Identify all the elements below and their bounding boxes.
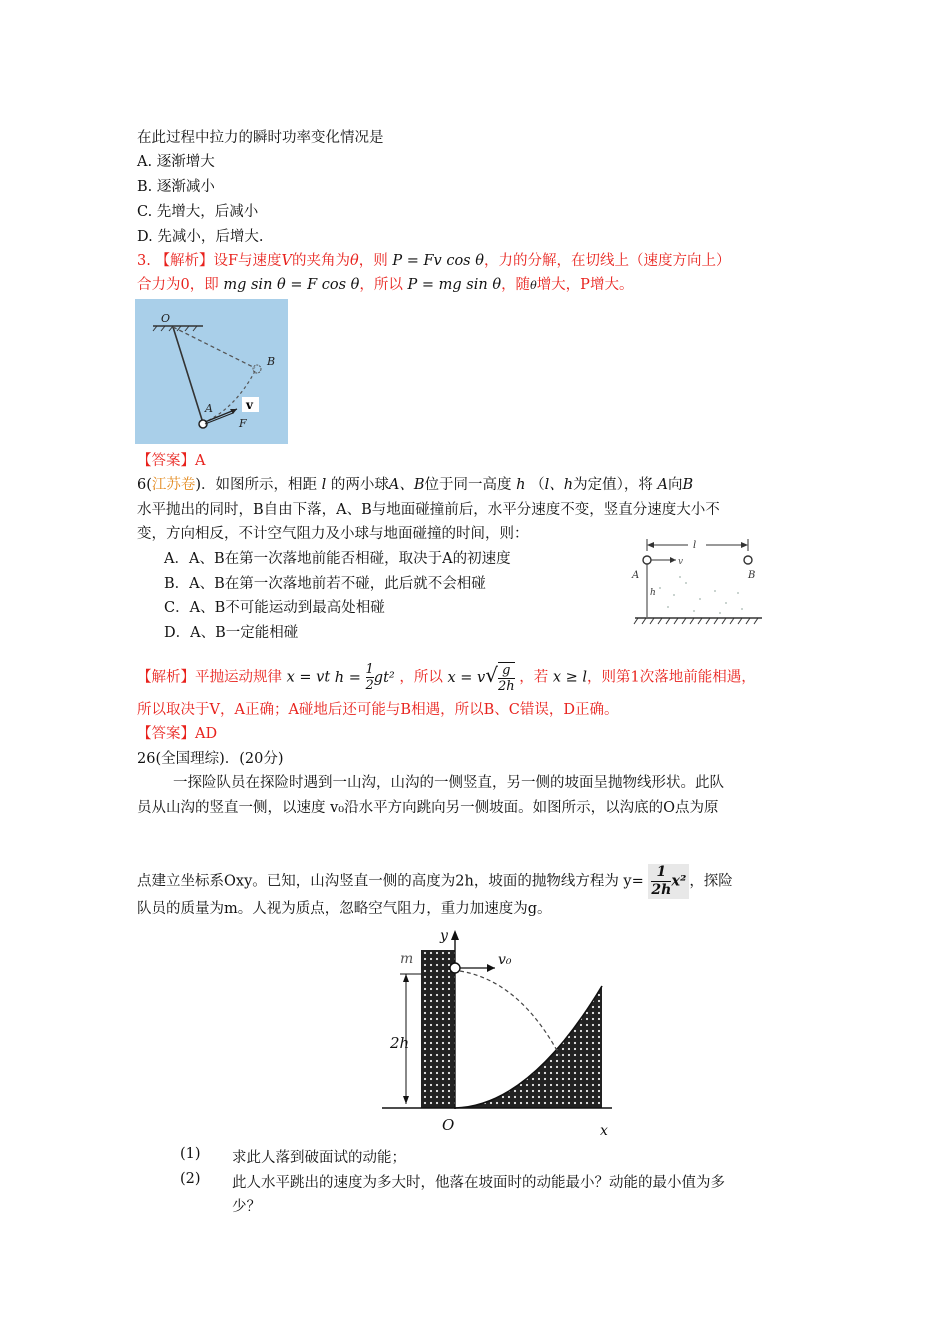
- q3-analysis-text: 设F与速度: [213, 253, 282, 269]
- q3-analysis-tag: 【解析】: [155, 253, 214, 269]
- q3-fig-label-f: F: [239, 417, 247, 430]
- q6-frac-den: 2: [365, 678, 374, 693]
- q3-fig-label-a: A: [205, 402, 213, 415]
- q6-option-b: B．A、B在第一次落地前若不碰，此后就不会相碰: [164, 576, 486, 592]
- q6-var-l: l: [321, 477, 327, 493]
- q3-analysis-text: ，力的分解，在切线上（速度方向上）: [483, 253, 731, 269]
- q6-fig-label-h: h: [650, 588, 656, 598]
- q6-num: 6(: [137, 477, 152, 493]
- q3-equation-power: P = Fv cos θ: [392, 253, 484, 269]
- q6-var-lh: l、h: [544, 477, 574, 493]
- q6-eq-h-pre: h =: [334, 669, 361, 686]
- q6-analysis-tag: 【解析】: [137, 669, 195, 686]
- q26-fig-label-o: O: [442, 1116, 455, 1134]
- q6-text: )．如图所示，相距: [195, 477, 318, 493]
- q6-sqrt-den: 2h: [497, 679, 515, 694]
- q6-fig-label-l: l: [693, 540, 697, 551]
- q6-frac-num: 1: [365, 662, 374, 677]
- q6-option-c: C．A、B不可能运动到最高处相碰: [164, 600, 385, 616]
- q3-pendulum-svg: [135, 299, 288, 444]
- q3-answer: 【答案】A: [137, 453, 206, 469]
- intro-question: 在此过程中拉力的瞬时功率变化情况是: [137, 130, 384, 146]
- q6-fig-label-v: v: [678, 557, 684, 567]
- q6-line2: 水平抛出的同时，B自由下落，A、B与地面碰撞前后，水平分速度不变，竖直分速度大小不: [137, 502, 720, 518]
- q3-analysis-line1: [137, 251, 730, 271]
- q3-analysis-text: 的夹角为: [292, 253, 350, 269]
- q26-eq-den: 2h: [651, 882, 672, 898]
- q3-analysis-v: V: [281, 253, 292, 269]
- q26-para1: 一探险队员在探险时遇到一山沟，山沟的一侧竖直，另一侧的坡面呈抛物线形状。此队: [173, 775, 724, 791]
- q6-text: （: [530, 477, 545, 493]
- q6-analysis-text: ，则第1次落地前能相遇，: [587, 669, 756, 686]
- q26-subq2-num: (2): [180, 1171, 201, 1187]
- q26-subq2-cont: 少？: [232, 1199, 261, 1215]
- q26-text: ，探险: [689, 873, 733, 890]
- q6-line3: 变，方向相反，不计空气阻力及小球与地面碰撞的时间，则：: [137, 526, 529, 542]
- q3-analysis-line2: [137, 275, 633, 296]
- q3-analysis-text: 合力为0，即: [137, 277, 219, 293]
- q3-analysis-text: 增大，P增大。: [536, 277, 634, 293]
- q6-eq-h-post: gt²: [373, 669, 395, 686]
- q26-fig-label-x: x: [600, 1123, 608, 1139]
- q26-eq-num: 1: [656, 864, 667, 880]
- q6-equation-x: x = vt: [286, 669, 331, 686]
- q26-subq2-text: 此人水平跳出的速度为多大时，他落在坡面时的动能最小？动能的最小值为多: [232, 1175, 725, 1191]
- q6-text: 位于同一高度: [424, 477, 512, 493]
- q6-fig-label-b: B: [748, 570, 756, 581]
- q26-fig-label-2h: 2h: [390, 1034, 410, 1052]
- q6-equation-h: [334, 662, 400, 693]
- q3-analysis-num: 3.: [137, 253, 151, 269]
- q6-analysis-line1: [137, 662, 756, 693]
- q26-para3: [137, 864, 733, 899]
- q6-answer: 【答案】AD: [137, 726, 218, 742]
- q6-var-a: A: [657, 477, 668, 493]
- q3-analysis-theta: θ: [530, 279, 537, 292]
- q6-eq-fraction: [366, 663, 374, 692]
- q26-para4: 队员的质量为m。人视为质点，忽略空气阻力，重力加速度为g。: [137, 901, 552, 917]
- q6-falling-balls-svg: [630, 533, 765, 628]
- q26-fig-label-m: m: [400, 951, 414, 967]
- q6-text: 为定值），将: [573, 477, 653, 493]
- q6-fig-label-a: A: [632, 570, 640, 581]
- q6-source: 江苏卷: [151, 477, 196, 493]
- q3-option-d: D. 先减小，后增大.: [137, 229, 264, 245]
- q26-subq1-num: (1): [180, 1146, 201, 1162]
- q6-analysis-text: ，所以: [399, 669, 443, 686]
- q6-analysis-text: ，若: [519, 669, 549, 686]
- q6-line1: [137, 475, 693, 495]
- q3-fig-label-o: O: [161, 312, 171, 325]
- q3-pendulum-figure: [135, 299, 288, 444]
- q26-eq-x: x²: [671, 872, 687, 890]
- q3-equation-result: P = mg sin θ: [407, 277, 502, 293]
- q6-var-b: B: [682, 477, 694, 493]
- q26-title: 26(全国理综)．(20分): [137, 751, 284, 767]
- q3-equation-balance: mg sin θ = F cos θ: [223, 277, 360, 293]
- q26-para2: 员从山沟的竖直一侧，以速度 v₀沿水平方向跳向另一侧坡面。如图所示，以沟底的O点为原: [137, 800, 719, 816]
- q3-analysis-text: ，随: [501, 277, 531, 293]
- q26-subq1-text: 求此人落到破面试的动能；: [232, 1150, 406, 1166]
- q26-ravine-figure: [380, 926, 620, 1140]
- q6-falling-balls-figure: [630, 533, 765, 628]
- q6-equation-sqrt: x = v√ $\frac{g}{2h}$: [447, 662, 515, 694]
- q26-text: 点建立坐标系Oxy。已知，山沟竖直一侧的高度为2h，坡面的抛物线方程为 y=: [137, 873, 644, 890]
- q26-fig-label-y: y: [440, 928, 448, 944]
- q6-eq-sqrt-fraction: [498, 662, 515, 693]
- q6-var-ab: A、B: [388, 477, 425, 493]
- q3-analysis-theta: θ: [350, 253, 359, 269]
- q6-option-a: A．A、B在第一次落地前能否相碰，取决于A的初速度: [164, 551, 511, 567]
- q6-text: 向: [667, 477, 683, 493]
- q6-analysis-line2: 所以取决于V，A正确；A碰地后还可能与B相遇，所以B、C错误，D正确。: [137, 702, 619, 718]
- q6-equation-ineq: x ≥ l: [552, 669, 587, 686]
- q26-parabola-equation: [648, 864, 689, 899]
- q6-option-d: D．A、B一定能相碰: [164, 625, 299, 641]
- q3-fig-label-b: B: [267, 355, 276, 368]
- q3-option-b: B. 逐渐减小: [137, 179, 215, 195]
- q3-fig-label-v: v: [246, 398, 253, 412]
- q6-var-h: h: [516, 477, 526, 493]
- q26-ravine-svg: [380, 926, 620, 1140]
- q6-sqrt-num: g: [502, 663, 511, 678]
- q3-option-c: C. 先增大，后减小: [137, 204, 259, 220]
- q3-option-a: A. 逐渐增大: [137, 154, 215, 170]
- q3-analysis-text: ，所以: [359, 277, 403, 293]
- q3-analysis-text: ，则: [358, 253, 388, 269]
- q6-analysis-text: 平抛运动规律: [195, 669, 282, 686]
- q6-text: 的两小球: [330, 477, 389, 493]
- q26-fig-label-v0: v₀: [498, 952, 512, 968]
- q6-eq-sqrt-pre: x = v: [447, 669, 486, 686]
